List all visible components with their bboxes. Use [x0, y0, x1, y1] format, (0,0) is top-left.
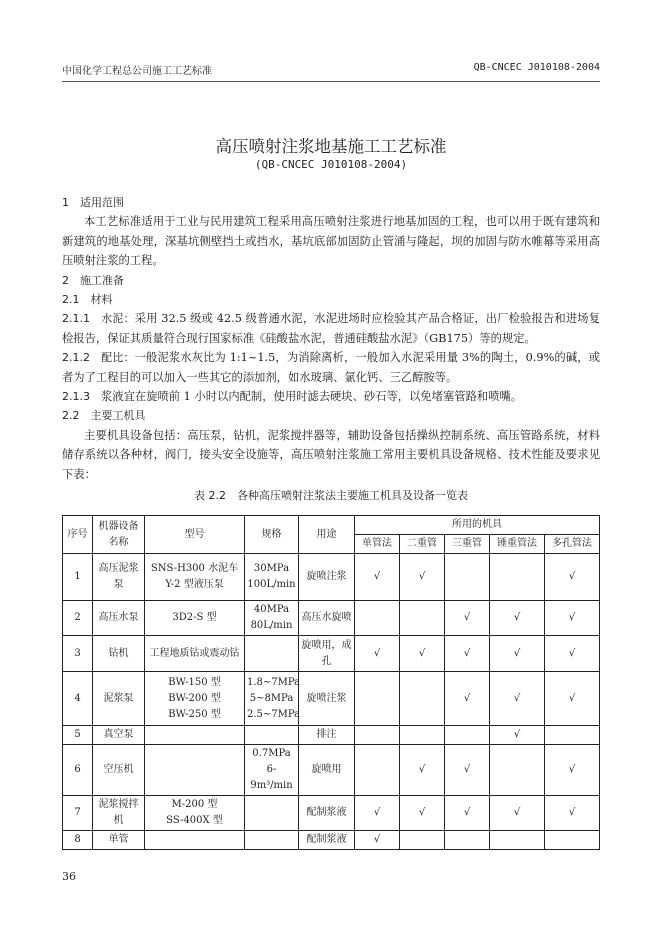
- col-header-method: 锤重管法: [490, 535, 545, 554]
- cell-no: 3: [63, 636, 93, 672]
- cell-mark: [490, 554, 545, 601]
- document-body: [62, 193, 600, 506]
- cell-spec: [245, 831, 299, 850]
- col-header-name: 机器设备名称: [93, 516, 145, 554]
- section-1-text: 本工艺标准适用于工业与民用建筑工程采用高压喷射注浆进行地基加固的工程，也可以用于既有建筑和新建筑的地基处理，深基坑侧壁挡土或挡水，基坑底部加固防止管涌与隆起，坝的加固与防水帷幕等采用高压喷射注浆的工程。: [62, 215, 600, 268]
- equipment-table: [62, 515, 600, 850]
- cell-use: 旋喷用，成孔: [299, 636, 355, 672]
- section-2-1-heading: 2.1 材料: [62, 293, 113, 307]
- cell-mark: [490, 745, 545, 796]
- cell-mark: √: [545, 796, 600, 831]
- cell-mark: [445, 831, 490, 850]
- cell-mark: √: [400, 796, 445, 831]
- cell-mark: [355, 672, 400, 726]
- cell-name: 真空泵: [93, 726, 145, 745]
- cell-model: BW-150 型 BW-200 型 BW-250 型: [145, 672, 245, 726]
- cell-no: 5: [63, 726, 93, 745]
- cell-mark: [400, 831, 445, 850]
- section-2-1-3: [62, 387, 600, 406]
- cell-mark: [490, 831, 545, 850]
- section-2-1-2-label: 2.1.2 配比：: [62, 351, 135, 365]
- table-caption: 表 2.2 各种高压喷射注浆法主要施工机具及设备一览表: [194, 489, 468, 503]
- cell-use: 配制浆液: [299, 796, 355, 831]
- cell-mark: √: [490, 672, 545, 726]
- cell-name: 泥浆泵: [93, 672, 145, 726]
- cell-model: SNS-H300 水泥车 Y-2 型液压泵: [145, 554, 245, 601]
- cell-mark: [355, 745, 400, 796]
- cell-spec: 40MPa 80L/min: [245, 601, 299, 636]
- cell-name: 高压水泵: [93, 601, 145, 636]
- cell-no: 6: [63, 745, 93, 796]
- section-2-1-1-text: 采用 32.5 级或 42.5 级普通水泥，水泥进场时应检验其产品合格证，出厂检验报告和进场复检报告，保证其质量符合现行国家标准《硅酸盐水泥，普通硅酸盐水泥》（GB175）等的规定。: [62, 312, 600, 345]
- section-2-1-1-label: 2.1.1 水泥：: [62, 312, 135, 326]
- cell-use: 旋喷注浆: [299, 554, 355, 601]
- cell-no: 7: [63, 796, 93, 831]
- cell-mark: √: [445, 745, 490, 796]
- cell-name: 空压机: [93, 745, 145, 796]
- cell-no: 8: [63, 831, 93, 850]
- cell-mark: √: [545, 672, 600, 726]
- cell-mark: √: [355, 636, 400, 672]
- cell-mark: √: [400, 745, 445, 796]
- cell-name: 泥浆搅拌机: [93, 796, 145, 831]
- table-head: [63, 516, 600, 554]
- cell-name: 单管: [93, 831, 145, 850]
- section-2-1-1: [62, 309, 600, 348]
- cell-mark: √: [445, 796, 490, 831]
- col-header-method: 多孔管法: [545, 535, 600, 554]
- cell-name: 高压泥浆泵: [93, 554, 145, 601]
- col-header-use: 用途: [299, 516, 355, 554]
- document-code: (QB-CNCEC J010108-2004): [254, 158, 408, 171]
- cell-mark: √: [545, 636, 600, 672]
- cell-mark: √: [545, 745, 600, 796]
- page-number: 36: [62, 870, 76, 883]
- cell-model: [145, 726, 245, 745]
- cell-mark: √: [355, 831, 400, 850]
- cell-model: 工程地质钻或震动钻: [145, 636, 245, 672]
- cell-spec: 0.7MPa 6-9m³/min: [245, 745, 299, 796]
- cell-model: 3D2-S 型: [145, 601, 245, 636]
- cell-mark: [355, 601, 400, 636]
- cell-mark: √: [545, 554, 600, 601]
- cell-spec: [245, 636, 299, 672]
- table-body: [63, 554, 600, 850]
- running-header: [62, 62, 600, 82]
- cell-spec: [245, 796, 299, 831]
- col-header-spec: 规格: [245, 516, 299, 554]
- cell-mark: √: [545, 601, 600, 636]
- cell-spec: 30MPa 100L/min: [245, 554, 299, 601]
- cell-spec: [245, 726, 299, 745]
- document-title: 高压喷射注浆地基施工工艺标准: [215, 137, 447, 156]
- table-row: [63, 672, 600, 726]
- col-header-method: 三重管: [445, 535, 490, 554]
- cell-mark: [355, 726, 400, 745]
- cell-mark: [400, 601, 445, 636]
- cell-mark: √: [400, 636, 445, 672]
- cell-model: M-200 型 SS-400X 型: [145, 796, 245, 831]
- section-2-2-heading: 2.2 主要工机具: [62, 409, 146, 423]
- cell-mark: [545, 831, 600, 850]
- section-2-1-3-label: 2.1.3: [62, 390, 101, 404]
- cell-model: [145, 831, 245, 850]
- cell-spec: 1.8~7MPa 5~8MPa 2.5~7MPa: [245, 672, 299, 726]
- cell-no: 4: [63, 672, 93, 726]
- table-row: [63, 796, 600, 831]
- cell-mark: √: [445, 601, 490, 636]
- cell-use: 排注: [299, 726, 355, 745]
- cell-mark: [445, 554, 490, 601]
- col-header-no: 序号: [63, 516, 93, 554]
- cell-mark: √: [400, 554, 445, 601]
- cell-mark: √: [490, 636, 545, 672]
- cell-use: 旋喷注浆: [299, 672, 355, 726]
- col-header-group: 所用的机具: [355, 516, 600, 535]
- section-1-heading: 1 适用范围: [62, 196, 124, 209]
- col-header-method: 单管法: [355, 535, 400, 554]
- header-right: QB-CNCEC J010108-2004: [473, 62, 600, 73]
- cell-mark: [400, 726, 445, 745]
- cell-use: 配制浆液: [299, 831, 355, 850]
- table-row: [63, 601, 600, 636]
- cell-mark: √: [490, 726, 545, 745]
- section-2-heading: 2 施工准备: [62, 273, 124, 287]
- header-left: 中国化学工程总公司施工工艺标准: [62, 66, 212, 77]
- cell-no: 1: [63, 554, 93, 601]
- col-header-method: 二重管: [400, 535, 445, 554]
- cell-model: [145, 745, 245, 796]
- section-2-1-2: [62, 348, 600, 387]
- table-row: [63, 745, 600, 796]
- cell-no: 2: [63, 601, 93, 636]
- cell-mark: [545, 726, 600, 745]
- section-2-1-3-text: 浆液宜在旋喷前 1 小时以内配制，使用时滤去硬块、砂石等，以免堵塞管路和喷嘴。: [101, 390, 523, 404]
- section-2-1-2-text: 一般泥浆水灰比为 1:1~1.5，为消除离析，一般加入水泥采用量 3%的陶土，0.9%的碱，或者为了工程目的可以加入一些其它的添加剂，如水玻璃、氯化钙、三乙醇胺等。: [62, 351, 600, 384]
- table-row: [63, 554, 600, 601]
- cell-mark: √: [445, 672, 490, 726]
- cell-mark: √: [490, 601, 545, 636]
- cell-use: 旋喷用: [299, 745, 355, 796]
- cell-mark: [400, 672, 445, 726]
- cell-mark: [445, 726, 490, 745]
- col-header-model: 型号: [145, 516, 245, 554]
- cell-mark: √: [355, 554, 400, 601]
- cell-mark: √: [490, 796, 545, 831]
- table-row: [63, 831, 600, 850]
- cell-use: 高压水旋喷: [299, 601, 355, 636]
- table-row: [63, 726, 600, 745]
- cell-name: 钻机: [93, 636, 145, 672]
- cell-mark: √: [445, 636, 490, 672]
- table-row: [63, 636, 600, 672]
- section-2-2-text: 主要机具设备包括：高压泵，钻机，泥浆搅拌器等，辅助设备包括操纵控制系统、高压管路系统，材料储存系统以各种材，阀门，接头安全设施等，高压喷射注浆施工常用主要机具设备规格、技术性能及要求见下表：: [62, 428, 600, 481]
- cell-mark: √: [355, 796, 400, 831]
